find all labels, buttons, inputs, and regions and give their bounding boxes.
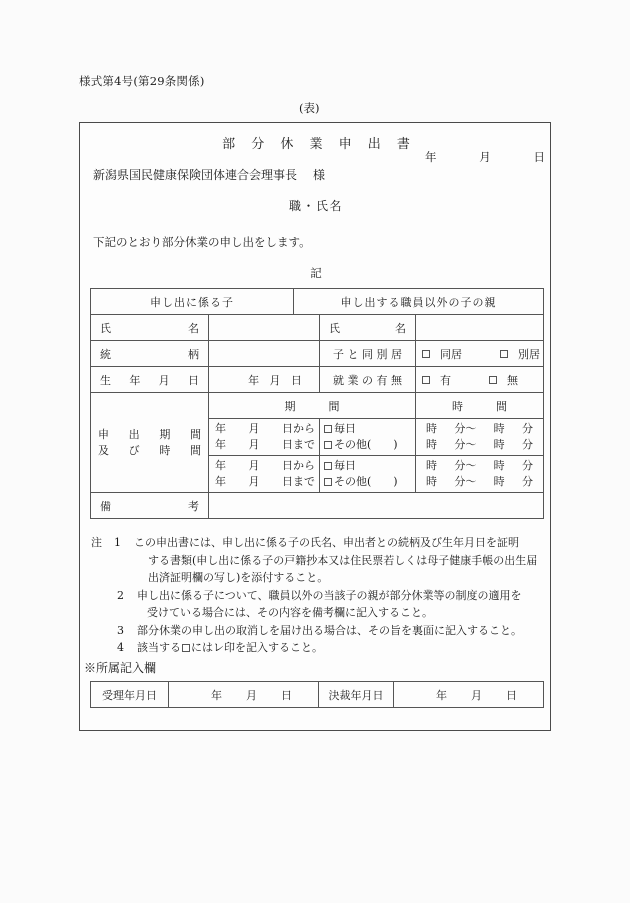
period-from-year-2: 年 (215, 459, 226, 472)
checkbox-other-2[interactable] (324, 478, 332, 486)
remarks-label (91, 498, 208, 514)
period-label-l2c1: 及 (98, 443, 109, 457)
form-code-label: 様式第4号(第29条関係) (79, 74, 205, 88)
time-min-start-2a: 分〜 (454, 459, 477, 472)
period-label-line1 (98, 427, 201, 443)
employment-option-no: 無 (507, 373, 519, 387)
checkbox-employed-yes[interactable] (422, 376, 430, 384)
cohabitation-options (416, 346, 543, 362)
approval-year-label: 年 (436, 688, 447, 702)
time-hour-end-2a: 時 (493, 459, 505, 472)
approval-day-label: 日 (506, 688, 517, 702)
checkbox-cohabiting[interactable] (422, 350, 430, 358)
employment-label-cell (320, 367, 416, 393)
approval-date-label: 決裁年月日 (328, 688, 384, 702)
period-from-row-2 (215, 458, 315, 474)
time-min-end-1b: 分 (522, 438, 533, 451)
relation-input-cell[interactable] (209, 341, 320, 367)
table-row-period-headers (91, 393, 544, 419)
relation-label-char1: 統 (100, 347, 111, 361)
remarks-label-char2: 考 (188, 499, 199, 513)
period-label-l2c3: 時 (159, 443, 171, 457)
period-label-line2 (98, 443, 201, 459)
period-column-header-cell (209, 393, 416, 419)
time-column-header: 時 間 (452, 399, 508, 413)
remarks-label-cell (91, 493, 209, 519)
receipt-date-label-cell (91, 682, 169, 708)
approval-date-ymd (394, 687, 543, 703)
time-min-start-2b: 分〜 (454, 475, 477, 488)
note-body-4 (137, 639, 543, 657)
note-number-3: 3 (117, 623, 124, 637)
submission-date-day: 日 (533, 150, 545, 164)
period-option-everyday-row-1 (324, 421, 415, 437)
birthdate-ymd (209, 372, 319, 388)
period-from-day-1: 日から (282, 422, 315, 435)
time-row-1b (426, 437, 533, 453)
cohabitation-label-cell (320, 341, 416, 367)
form-frame (79, 122, 551, 731)
note-body-1 (134, 534, 543, 587)
checkbox-glyph-icon (182, 644, 190, 652)
child-name-label-cell (91, 315, 209, 341)
note-item-2 (91, 587, 543, 622)
birthdate-label-char1: 生 (100, 373, 111, 387)
table-row-affiliation (91, 682, 544, 708)
period-dates-2 (209, 458, 319, 490)
time-column-header-cell (416, 393, 544, 419)
child-name-label-char2: 名 (188, 321, 199, 335)
time-row-2a (426, 458, 533, 474)
intro-sentence: 下記のとおり部分休業の申し出をします。 (93, 235, 311, 249)
period-to-year-2: 年 (215, 475, 226, 488)
affiliation-section-label: ※所属記入欄 (84, 661, 157, 675)
remarks-input-cell[interactable] (209, 493, 544, 519)
period-label-l1c4: 間 (189, 427, 201, 441)
period-option-other-row-1 (324, 437, 415, 453)
submission-date-month: 月 (479, 150, 491, 164)
period-from-month-1: 月 (248, 422, 260, 435)
group-header-other-parent: 申し出する職員以外の子の親 (340, 295, 497, 309)
cohabitation-option-together: 同居 (440, 347, 463, 361)
period-options-1 (320, 421, 415, 453)
birthdate-year-label: 年 (248, 373, 260, 387)
period-from-day-2: 日から (282, 459, 315, 472)
period-to-month-2: 月 (248, 475, 260, 488)
period-option-everyday-row-2 (324, 458, 415, 474)
time-cell-1[interactable] (416, 419, 544, 456)
affiliation-table (90, 681, 544, 708)
note-number-2: 2 (117, 588, 124, 602)
receipt-date-ymd (169, 687, 318, 703)
period-options-cell-2[interactable] (320, 456, 416, 493)
period-label-l1c1: 申 (98, 427, 109, 441)
time-hour-start-1b: 時 (426, 438, 438, 451)
checkbox-other-1[interactable] (324, 441, 332, 449)
birthdate-month-label: 月 (269, 373, 281, 387)
time-min-start-1a: 分〜 (454, 422, 477, 435)
document-title: 部 分 休 業 申 出 書 (222, 137, 416, 152)
period-from-year-1: 年 (215, 422, 226, 435)
addressee-line (93, 166, 325, 183)
time-hour-start-2a: 時 (426, 459, 438, 472)
note-body-3 (137, 622, 543, 640)
period-dates-1 (209, 421, 319, 453)
remarks-label-char1: 備 (100, 499, 111, 513)
relation-label-cell (91, 341, 209, 367)
period-from-row-1 (215, 421, 315, 437)
receipt-day-label: 日 (281, 688, 292, 702)
note-2-line-1: 申し出に係る子について、職員以外の当該子の親が部分休業等の制度の適用を (137, 588, 522, 602)
time-row-2b (426, 474, 533, 490)
period-option-everyday-2: 毎日 (334, 459, 357, 472)
period-option-other-2: その他( ) (334, 475, 398, 488)
birthdate-label-char2: 年 (129, 373, 141, 387)
period-to-row-1 (215, 437, 315, 453)
time-hour-start-2b: 時 (426, 475, 438, 488)
receipt-year-label: 年 (211, 688, 222, 702)
period-options-2 (320, 458, 415, 490)
cohabitation-label: 子 と 同 別 居 (333, 347, 403, 361)
period-label (91, 427, 208, 459)
child-name-input-cell[interactable] (209, 315, 320, 341)
parent-name-label-char2: 名 (395, 321, 407, 335)
period-from-month-2: 月 (248, 459, 260, 472)
period-dates-cell-1[interactable] (209, 419, 320, 456)
relation-label (91, 346, 208, 362)
table-row-relation (91, 341, 544, 367)
note-item-4 (91, 639, 543, 657)
time-entries-2 (416, 458, 543, 490)
notes-label: 注 (91, 536, 102, 549)
relation-label-char2: 柄 (188, 347, 199, 361)
cohabitation-option-separate: 別居 (518, 347, 541, 361)
time-min-end-2b: 分 (522, 475, 533, 488)
time-min-end-2a: 分 (522, 459, 533, 472)
table-row-birthdate (91, 367, 544, 393)
note-1-line-2: する書類(申し出に係る子の戸籍抄本又は住民票若しくは母子健康手帳の出生届 (148, 553, 538, 567)
checkbox-everyday-2[interactable] (324, 462, 332, 470)
employment-option-yes: 有 (440, 373, 452, 387)
period-to-day-1: 日まで (282, 438, 315, 451)
period-to-year-1: 年 (215, 438, 226, 451)
note-number-4: 4 (117, 641, 124, 654)
approval-date-label-cell (319, 682, 394, 708)
submission-date-year: 年 (425, 150, 437, 164)
cohabitation-options-cell[interactable] (416, 341, 544, 367)
note-4-text-before: 該当する (137, 641, 181, 654)
child-name-label-char1: 氏 (100, 321, 111, 335)
birthdate-label (91, 372, 208, 388)
birthdate-label-char4: 日 (187, 373, 199, 387)
period-to-day-2: 日まで (282, 475, 315, 488)
note-number-1: 1 (114, 536, 121, 549)
note-3-line-1: 部分休業の申し出の取消しを届け出る場合は、その旨を裏面に記入すること。 (137, 623, 522, 637)
checkbox-employed-no[interactable] (489, 376, 497, 384)
time-min-end-1a: 分 (522, 422, 533, 435)
time-row-1a (426, 421, 533, 437)
table-row-name (91, 315, 544, 341)
note-1-line-1: この申出書には、申し出に係る子の氏名、申出者との続柄及び生年月日を証明 (134, 536, 519, 549)
parent-name-label-cell (320, 315, 416, 341)
ki-label: 記 (310, 266, 322, 280)
birthdate-label-cell (91, 367, 209, 393)
group-header-other-parent-cell (294, 289, 544, 315)
time-entries-1 (416, 421, 543, 453)
period-to-row-2 (215, 474, 315, 490)
receipt-date-input-cell[interactable] (169, 682, 319, 708)
group-header-child-cell (91, 289, 294, 315)
addressee-honorific: 様 (313, 168, 326, 182)
period-column-header: 期 間 (284, 399, 340, 413)
employment-options-cell[interactable] (416, 367, 544, 393)
period-label-l1c2: 出 (128, 427, 140, 441)
period-dates-cell-2[interactable] (209, 456, 320, 493)
note-1-line-3: 出済証明欄の写し)を添付すること。 (148, 571, 329, 584)
child-name-label (91, 320, 208, 336)
submission-date-line (425, 149, 545, 165)
period-label-cell (91, 393, 209, 493)
note-2-line-2: 受けている場合には、その内容を備考欄に記入すること。 (147, 606, 433, 619)
addressee-name: 新潟県国民健康保険団体連合会理事長 (93, 168, 298, 182)
note-item-1 (91, 534, 543, 587)
employment-options (416, 372, 543, 388)
time-cell-2[interactable] (416, 456, 544, 493)
receipt-month-label: 月 (246, 688, 257, 702)
signer-label: 職・氏名 (288, 199, 343, 213)
application-table (90, 288, 544, 519)
period-label-l2c2: び (128, 443, 140, 457)
period-option-everyday-1: 毎日 (334, 422, 357, 435)
time-hour-start-1a: 時 (426, 422, 438, 435)
birthdate-input-cell[interactable] (209, 367, 320, 393)
birthdate-label-char3: 月 (158, 373, 170, 387)
table-row-group-headers (91, 289, 544, 315)
time-hour-end-1b: 時 (493, 438, 505, 451)
notes-section (91, 534, 543, 657)
sheet-side-label: (表) (299, 101, 320, 115)
period-to-month-1: 月 (248, 438, 260, 451)
note-body-2 (137, 587, 543, 622)
approval-date-input-cell[interactable] (394, 682, 544, 708)
group-header-child: 申し出に係る子 (150, 295, 234, 309)
receipt-date-label: 受理年月日 (102, 688, 157, 702)
checkbox-everyday-1[interactable] (324, 425, 332, 433)
employment-label: 就 業 の 有 無 (333, 373, 403, 387)
period-option-other-row-2 (324, 474, 415, 490)
parent-name-label-char1: 氏 (329, 321, 341, 335)
period-label-l1c3: 期 (159, 427, 171, 441)
parent-name-label (320, 320, 415, 336)
time-min-start-1b: 分〜 (454, 438, 477, 451)
note-4-text-after: にはレ印を記入すること。 (191, 641, 323, 654)
period-label-l2c4: 間 (189, 443, 201, 457)
approval-month-label: 月 (471, 688, 482, 702)
note-item-3 (91, 622, 543, 640)
period-options-cell-1[interactable] (320, 419, 416, 456)
parent-name-input-cell[interactable] (416, 315, 544, 341)
period-option-other-1: その他( ) (334, 438, 398, 451)
table-row-remarks (91, 493, 544, 519)
birthdate-day-label: 日 (290, 373, 302, 387)
time-hour-end-2b: 時 (493, 475, 505, 488)
checkbox-separate[interactable] (500, 350, 508, 358)
time-hour-end-1a: 時 (493, 422, 505, 435)
